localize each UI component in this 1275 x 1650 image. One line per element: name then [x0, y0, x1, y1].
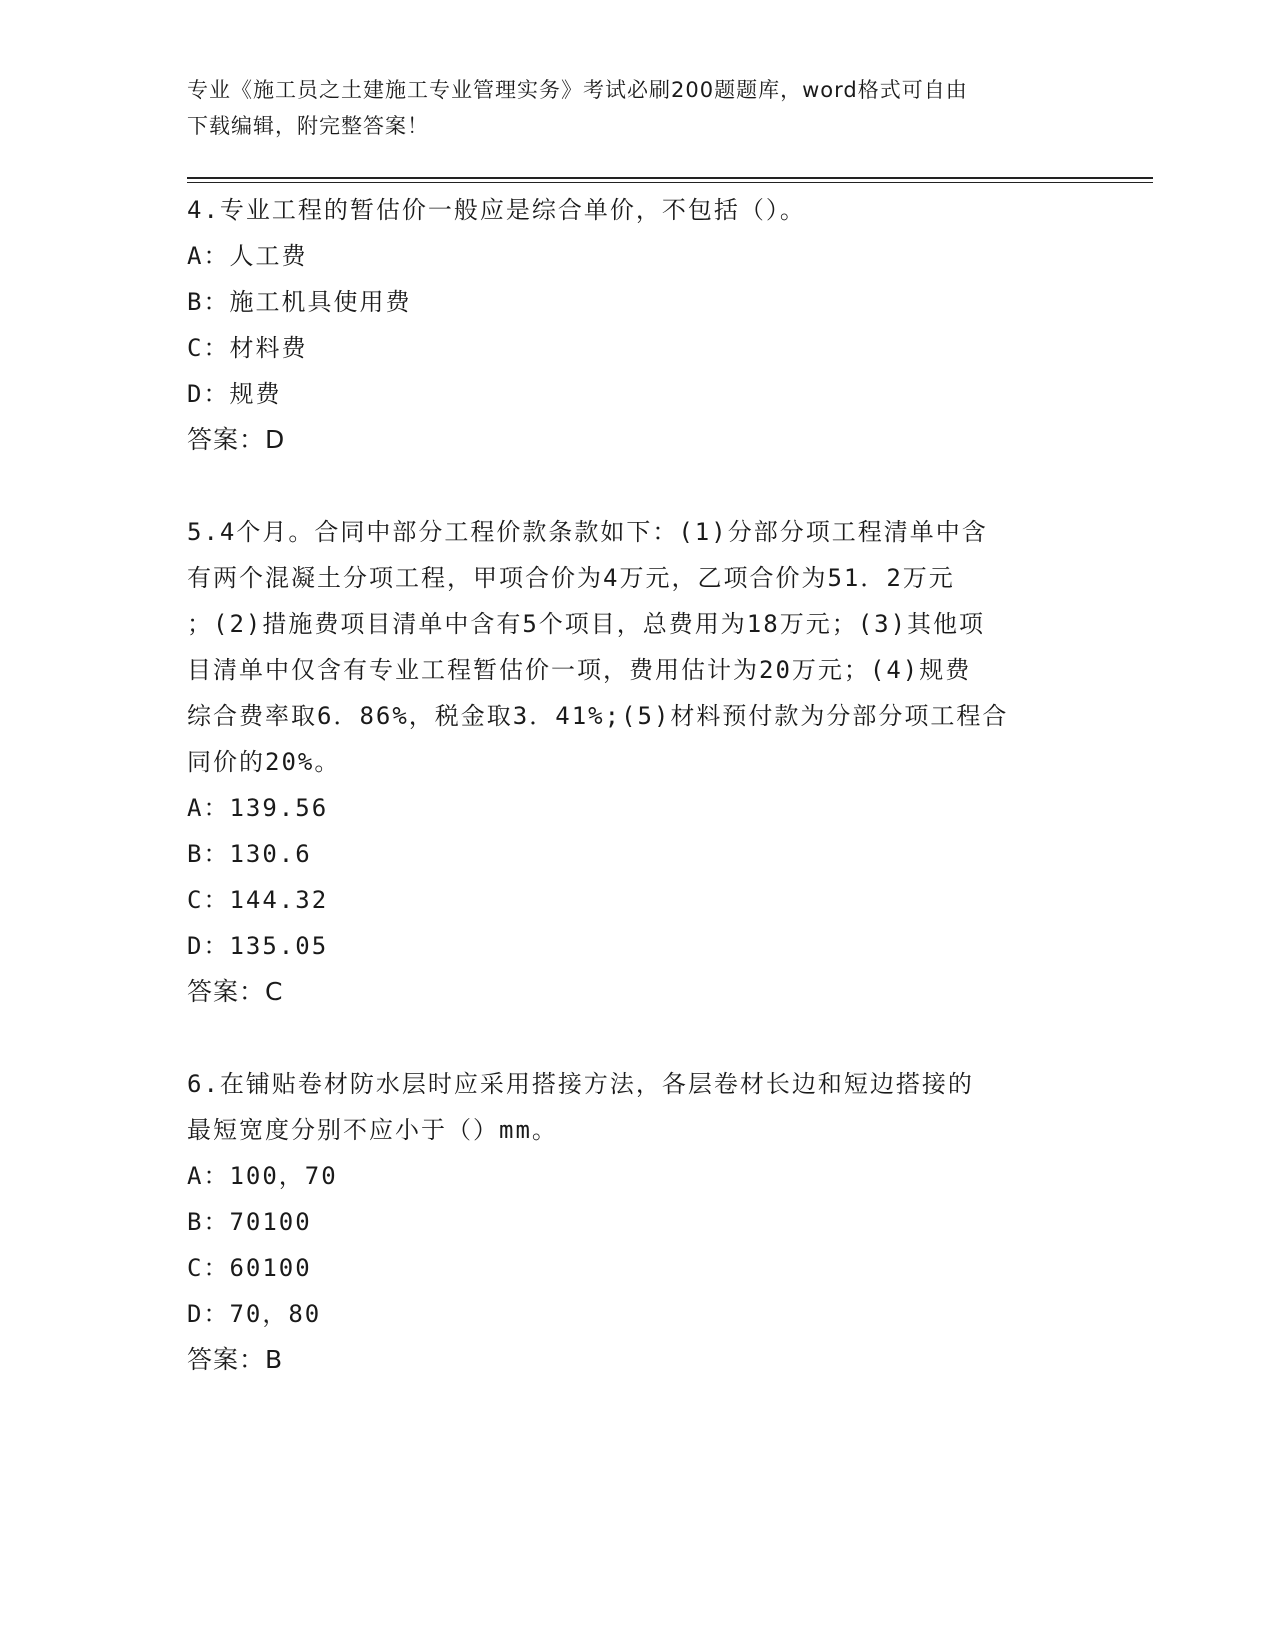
option-c: C：144.32 — [187, 886, 329, 914]
stem-line: 5.4个月。合同中部分工程价款条款如下：(1)分部分项工程清单中含 — [187, 518, 988, 546]
option-a: A：100，70 — [187, 1162, 338, 1190]
header-line-2: 下载编辑，附完整答案！ — [187, 114, 429, 138]
question-stem — [187, 187, 1087, 233]
question-5 — [187, 509, 1087, 1015]
document-header — [187, 72, 1087, 144]
option-b: B：70100 — [187, 1208, 312, 1236]
answer: 答案：B — [187, 1345, 284, 1374]
answer: 答案：C — [187, 977, 284, 1006]
option-d: D：135.05 — [187, 932, 329, 960]
option-b: B：130.6 — [187, 840, 312, 868]
option-a: A：人工费 — [187, 242, 308, 270]
option-b: B：施工机具使用费 — [187, 288, 412, 316]
question-stem — [187, 1061, 1087, 1153]
stem-line: 综合费率取6．86%，税金取3．41%;(5)材料预付款为分部分项工程合 — [187, 702, 1009, 730]
option-d: D：70，80 — [187, 1300, 322, 1328]
stem-line: 6.在铺贴卷材防水层时应采用搭接方法，各层卷材长边和短边搭接的 — [187, 1070, 974, 1098]
stem-line: ；(2)措施费项目清单中含有5个项目，总费用为18万元；(3)其他项 — [187, 610, 986, 638]
stem-line: 有两个混凝土分项工程，甲项合价为4万元，乙项合价为51．2万元 — [187, 564, 955, 592]
header-divider-thin — [187, 182, 1153, 183]
question-list — [187, 187, 1087, 1383]
stem-line: 同价的20%。 — [187, 748, 341, 776]
answer: 答案：D — [187, 425, 286, 454]
question-6 — [187, 1061, 1087, 1383]
option-d: D：规费 — [187, 380, 282, 408]
option-c: C：60100 — [187, 1254, 312, 1282]
stem-line: 最短宽度分别不应小于（）mm。 — [187, 1116, 558, 1144]
stem-line: 目清单中仅含有专业工程暂估价一项，费用估计为20万元；(4)规费 — [187, 656, 972, 684]
stem-line: 4.专业工程的暂估价一般应是综合单价，不包括（）。 — [187, 196, 806, 224]
header-divider-thick — [187, 177, 1153, 179]
question-4 — [187, 187, 1087, 463]
option-c: C：材料费 — [187, 334, 308, 362]
question-stem — [187, 509, 1087, 785]
header-line-1: 专业《施工员之土建施工专业管理实务》考试必刷200题题库，word格式可自由 — [187, 78, 968, 102]
option-a: A：139.56 — [187, 794, 329, 822]
